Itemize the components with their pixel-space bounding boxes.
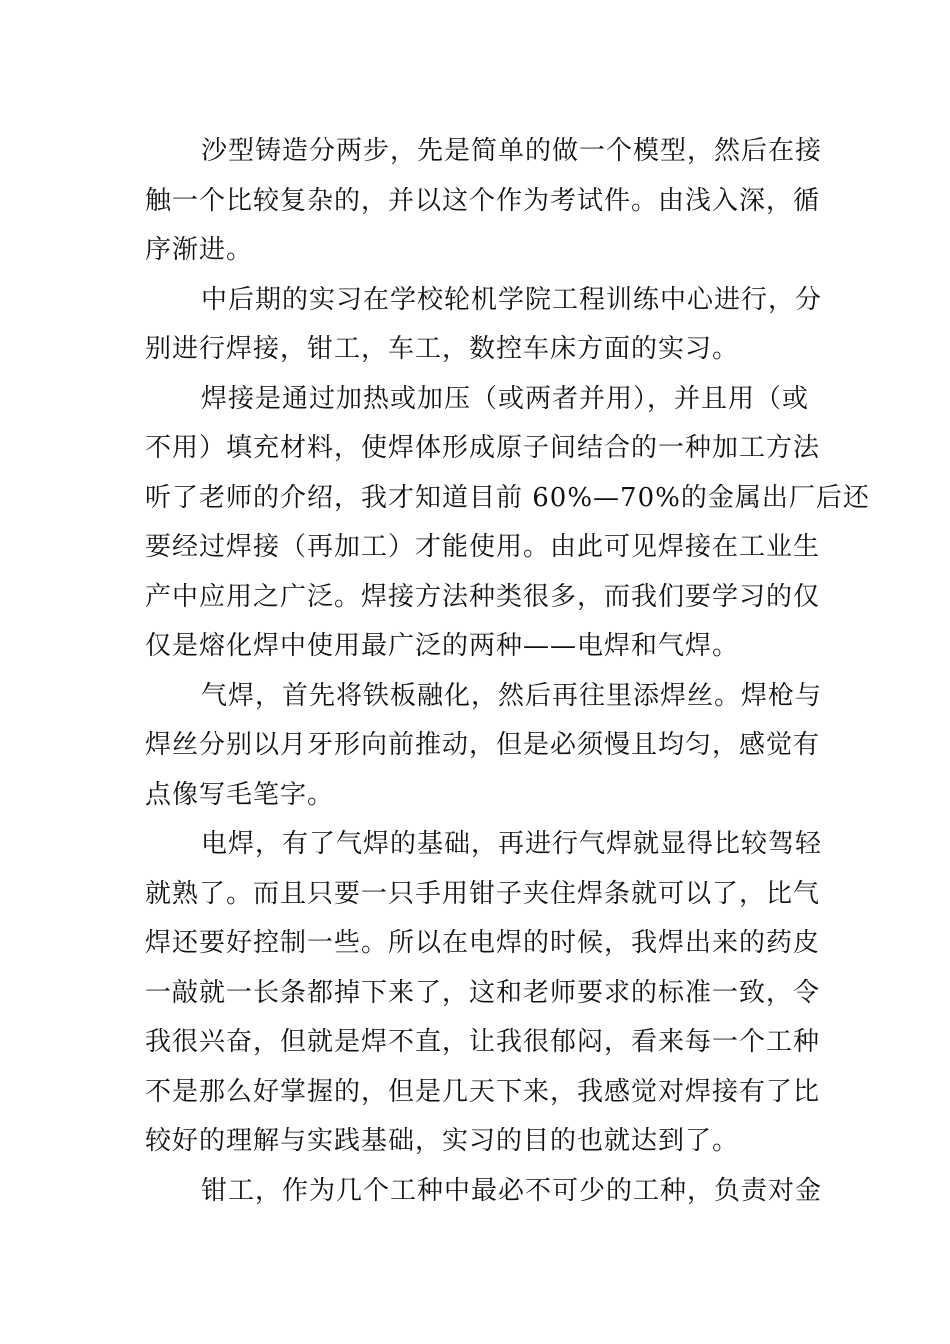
paragraph-training-center: [145, 276, 823, 375]
text-line: 仅是熔化焊中使用最广泛的两种——电焊和气焊。: [145, 631, 740, 661]
text-line: 别进行焊接，钳工，车工，数控车床方面的实习。: [145, 334, 740, 364]
text-line: 沙型铸造分两步，先是简单的做一个模型，然后在接: [201, 136, 823, 166]
paragraph-welding: [145, 375, 870, 672]
text-line: 一敲就一长条都掉下来了，这和老师要求的标准一致，令: [145, 977, 821, 1008]
text-line: 听了老师的介绍，我才知道目前 60%—70%的金属出厂后还: [145, 482, 870, 513]
text-line: 中后期的实习在学校轮机学院工程训练中心进行，分: [201, 284, 823, 315]
text-line: 电焊，有了气焊的基础，再进行气焊就显得比较驾轻: [201, 829, 823, 859]
paragraph-electric-welding: [145, 820, 823, 1167]
text-line: 要经过焊接（再加工）才能使用。由此可见焊接在工业生: [145, 532, 821, 562]
paragraph-sand-casting: [145, 127, 823, 276]
text-line: 焊接是通过加热或加压（或两者并用），并且用（或: [201, 383, 810, 414]
paragraph-gas-welding: [145, 672, 823, 821]
text-line: 触一个比较复杂的，并以这个作为考试件。由浅入深，循: [145, 185, 821, 216]
text-line: 较好的理解与实践基础，实习的目的也就达到了。: [145, 1126, 740, 1156]
text-line: 点像写毛笔字。: [145, 779, 335, 810]
text-line: 就熟了。而且只要一只手用钳子夹住焊条就可以了，比气: [145, 878, 821, 909]
paragraph-fitter: [145, 1167, 823, 1217]
text-line: 钳工，作为几个工种中最必不可少的工种，负责对金: [201, 1175, 823, 1206]
text-line: 焊还要好控制一些。所以在电焊的时候，我焊出来的药皮: [145, 928, 821, 958]
text-line: 序渐进。: [145, 235, 254, 265]
text-line: 产中应用之广泛。焊接方法种类很多，而我们要学习的仅: [145, 581, 821, 612]
text-line: 焊丝分别以月牙形向前推动，但是必须慢且均匀，感觉有: [145, 730, 821, 760]
text-line: 不用）填充材料，使焊体形成原子间结合的一种加工方法: [145, 433, 821, 463]
text-line: 不是那么好掌握的，但是几天下来，我感觉对焊接有了比: [145, 1076, 821, 1107]
text-line: 我很兴奋，但就是焊不直，让我很郁闷，看来每一个工种: [145, 1027, 821, 1057]
document-body: [145, 127, 870, 1216]
text-line: 气焊，首先将铁板融化，然后再往里添焊丝。焊枪与: [201, 680, 823, 711]
